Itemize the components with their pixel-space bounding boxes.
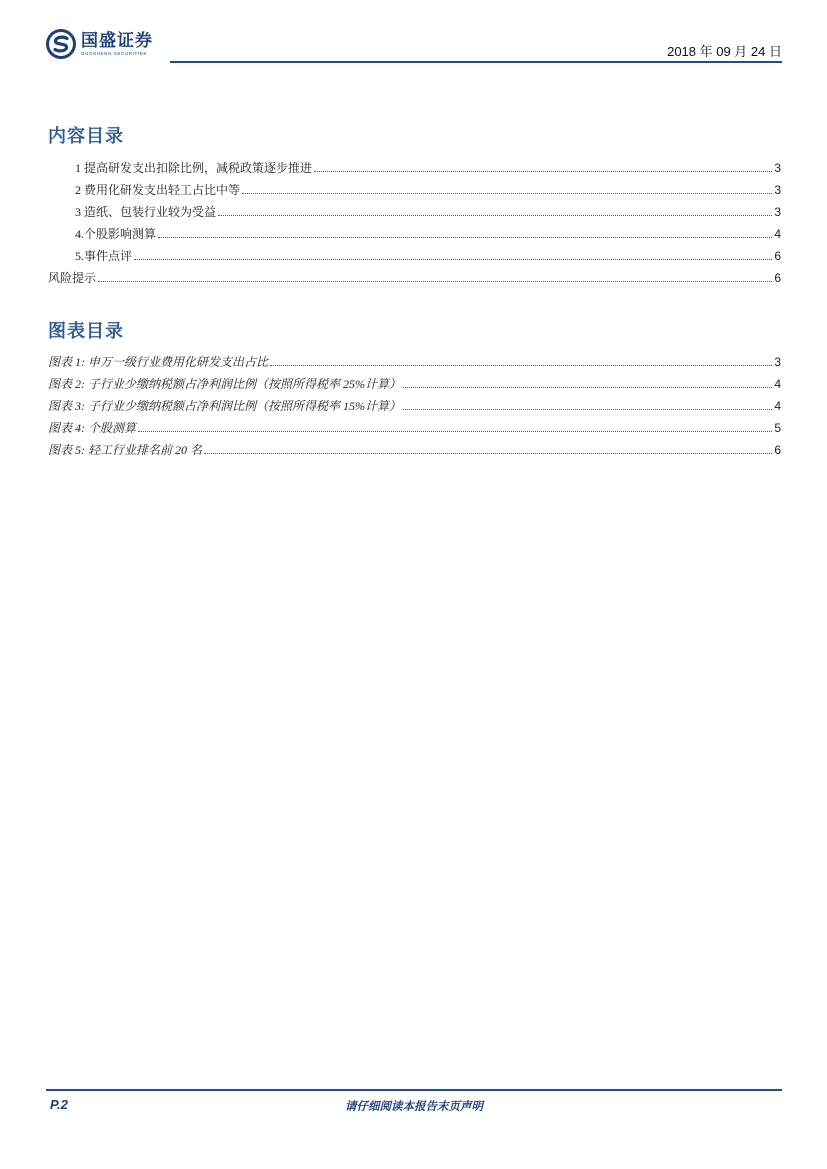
figure-entry-page: 6 [774,443,781,457]
figure-entry-page: 4 [774,399,781,413]
toc-leader [204,453,772,454]
toc-entry-label: 2 费用化研发支出轻工占比中等 [75,183,241,197]
toc-leader [403,409,772,410]
figure-entry-page: 4 [774,377,781,391]
figure-entry[interactable] [48,376,781,392]
footer-divider [46,1089,782,1091]
toc-entry[interactable] [48,270,781,286]
toc-entry-page: 6 [774,249,781,263]
toc-entry[interactable] [75,226,781,242]
toc-entry-label: 3 造纸、包装行业较为受益 [75,205,217,219]
figure-entry-page: 5 [774,421,781,435]
toc-leader [218,215,772,216]
figure-entry-label: 图表 5: 轻工行业排名前 20 名 [48,443,202,457]
toc-entry-page: 4 [774,227,781,241]
toc-entry-label: 5.事件点评 [75,249,133,263]
guosheng-logo-icon [46,29,76,59]
toc-entry-page: 3 [774,161,781,175]
toc-entry[interactable] [75,204,781,220]
toc-leader [270,365,772,366]
toc-leader [403,387,772,388]
toc-entry-page: 6 [774,271,781,285]
toc-leader [158,237,772,238]
page-header [46,26,782,62]
figure-entry-label: 图表 3: 子行业少缴纳税额占净利润比例（按照所得税率 15%计算） [48,399,401,413]
toc-leader [242,193,772,194]
toc-entry[interactable] [75,160,781,176]
figure-entry-label: 图表 1: 申万一级行业费用化研发支出占比 [48,355,268,369]
figure-entry-label: 图表 4: 个股测算 [48,421,136,435]
brand-logo [46,26,153,62]
header-divider [170,61,782,63]
toc-leader [134,259,772,260]
figure-entry[interactable] [48,420,781,436]
figures-title: 图表目录 [48,321,124,342]
toc-entry-label: 风险提示 [48,271,97,285]
toc-entry-label: 1 提高研发支出扣除比例，减税政策逐步推进 [75,161,313,175]
report-date: 2018 年 09 月 24 日 [667,44,782,59]
page-number: P.2 [50,1097,68,1112]
page-footer [46,1089,782,1113]
toc-entry[interactable] [75,182,781,198]
footer-disclaimer: 请仔细阅读本报告末页声明 [345,1099,483,1113]
figure-entry[interactable] [48,398,781,414]
brand-name-cn: 国盛证券 [81,31,153,51]
figure-entry[interactable] [48,354,781,370]
toc-entry[interactable] [75,248,781,264]
toc-entry-page: 3 [774,205,781,219]
toc-leader [98,281,772,282]
toc-leader [138,431,772,432]
toc-entry-page: 3 [774,183,781,197]
brand-name-en: GUOSHENG SECURITIES [81,51,147,56]
toc-title: 内容目录 [48,126,124,147]
toc-entry-label: 4.个股影响测算 [75,227,157,241]
figure-entry[interactable] [48,442,781,458]
figure-entry-label: 图表 2: 子行业少缴纳税额占净利润比例（按照所得税率 25%计算） [48,377,401,391]
toc-leader [314,171,772,172]
figure-entry-page: 3 [774,355,781,369]
